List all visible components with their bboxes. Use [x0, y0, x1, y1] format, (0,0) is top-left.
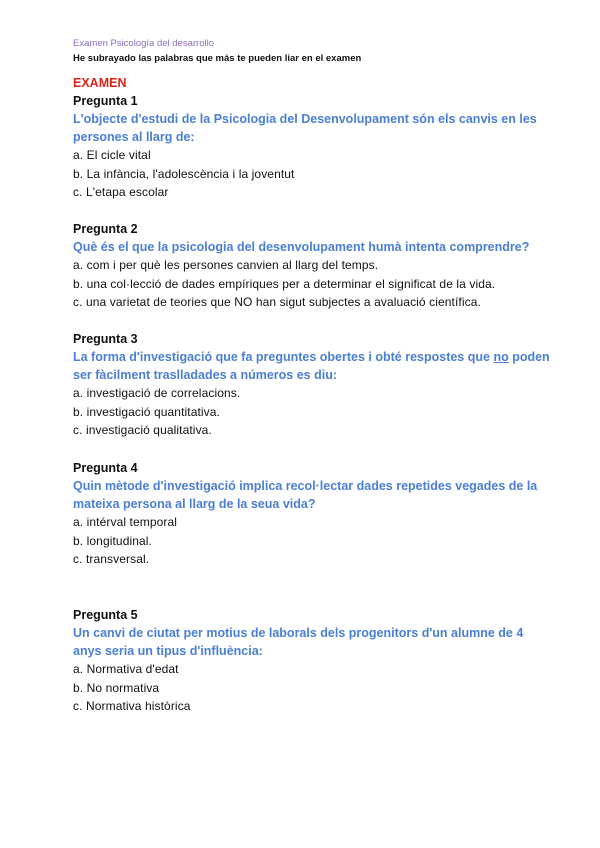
question-5: [73, 606, 553, 716]
answer-option[interactable]: b. investigació quantitativa.: [73, 404, 220, 419]
question-3: [73, 330, 553, 440]
question-text-part: poden ser fàcilment traslladades a números es diu:: [73, 350, 550, 382]
answer-option[interactable]: c. Normativa històrica: [73, 699, 191, 713]
question-label: Pregunta 1: [73, 94, 138, 108]
question-text: Què és el que la psicologia del desenvolupament humà intenta comprendre?: [73, 240, 530, 254]
answer-option[interactable]: a. investigació de correlacions.: [73, 386, 241, 400]
question-text: L'objecte d'estudi de la Psicologia del Desenvolupament són els canvis en les persones al llarg de:: [73, 112, 537, 144]
question-label: Pregunta 5: [73, 608, 138, 622]
answer-option[interactable]: a. intérval temporal: [73, 515, 178, 529]
question-1: [73, 92, 553, 202]
answer-option[interactable]: c. una varietat de teories que NO han sigut subjectes a avaluació científica.: [73, 295, 481, 309]
question-text: Un canvi de ciutat per motius de laborals dels progenitors d'un alumne de 4 anys seria un tipus d'influència:: [73, 626, 524, 658]
answer-option[interactable]: b. longitudinal.: [73, 533, 152, 548]
exam-title: EXAMEN: [73, 76, 127, 90]
header-title: Examen Psicología del desarrollo: [73, 38, 214, 49]
answer-option[interactable]: c. investigació qualitativa.: [73, 423, 212, 437]
answer-option[interactable]: a. El cicle vital: [73, 148, 151, 162]
answer-option[interactable]: a. Normativa d'edat: [73, 662, 179, 676]
question-label: Pregunta 3: [73, 332, 138, 346]
question-4: [73, 459, 553, 569]
question-label: Pregunta 2: [73, 222, 138, 236]
answer-option[interactable]: b. La infància, l'adolescència i la joventut: [73, 166, 295, 181]
header-note: He subrayado las palabras que más te pueden liar en el examen: [73, 53, 362, 64]
answer-option[interactable]: b. una col·lecció de dades empíriques per a determinar el significat de la vida.: [73, 276, 496, 291]
answer-option[interactable]: c. transversal.: [73, 552, 150, 566]
question-label: Pregunta 4: [73, 461, 138, 475]
question-2: [73, 220, 553, 312]
question-text: [73, 348, 553, 384]
underlined-word: no: [493, 350, 509, 364]
question-text-part: La forma d'investigació que fa preguntes obertes i obté respostes que: [73, 350, 494, 364]
answer-option[interactable]: b. No normativa: [73, 680, 160, 695]
question-text: Quin mètode d'investigació implica recol·lectar dades repetides vegades de la mateixa persona al llarg de la seua vida?: [73, 479, 538, 511]
answer-option[interactable]: c. L'etapa escolar: [73, 185, 169, 199]
answer-option[interactable]: a. com i per què les persones canvien al llarg del temps.: [73, 258, 379, 272]
